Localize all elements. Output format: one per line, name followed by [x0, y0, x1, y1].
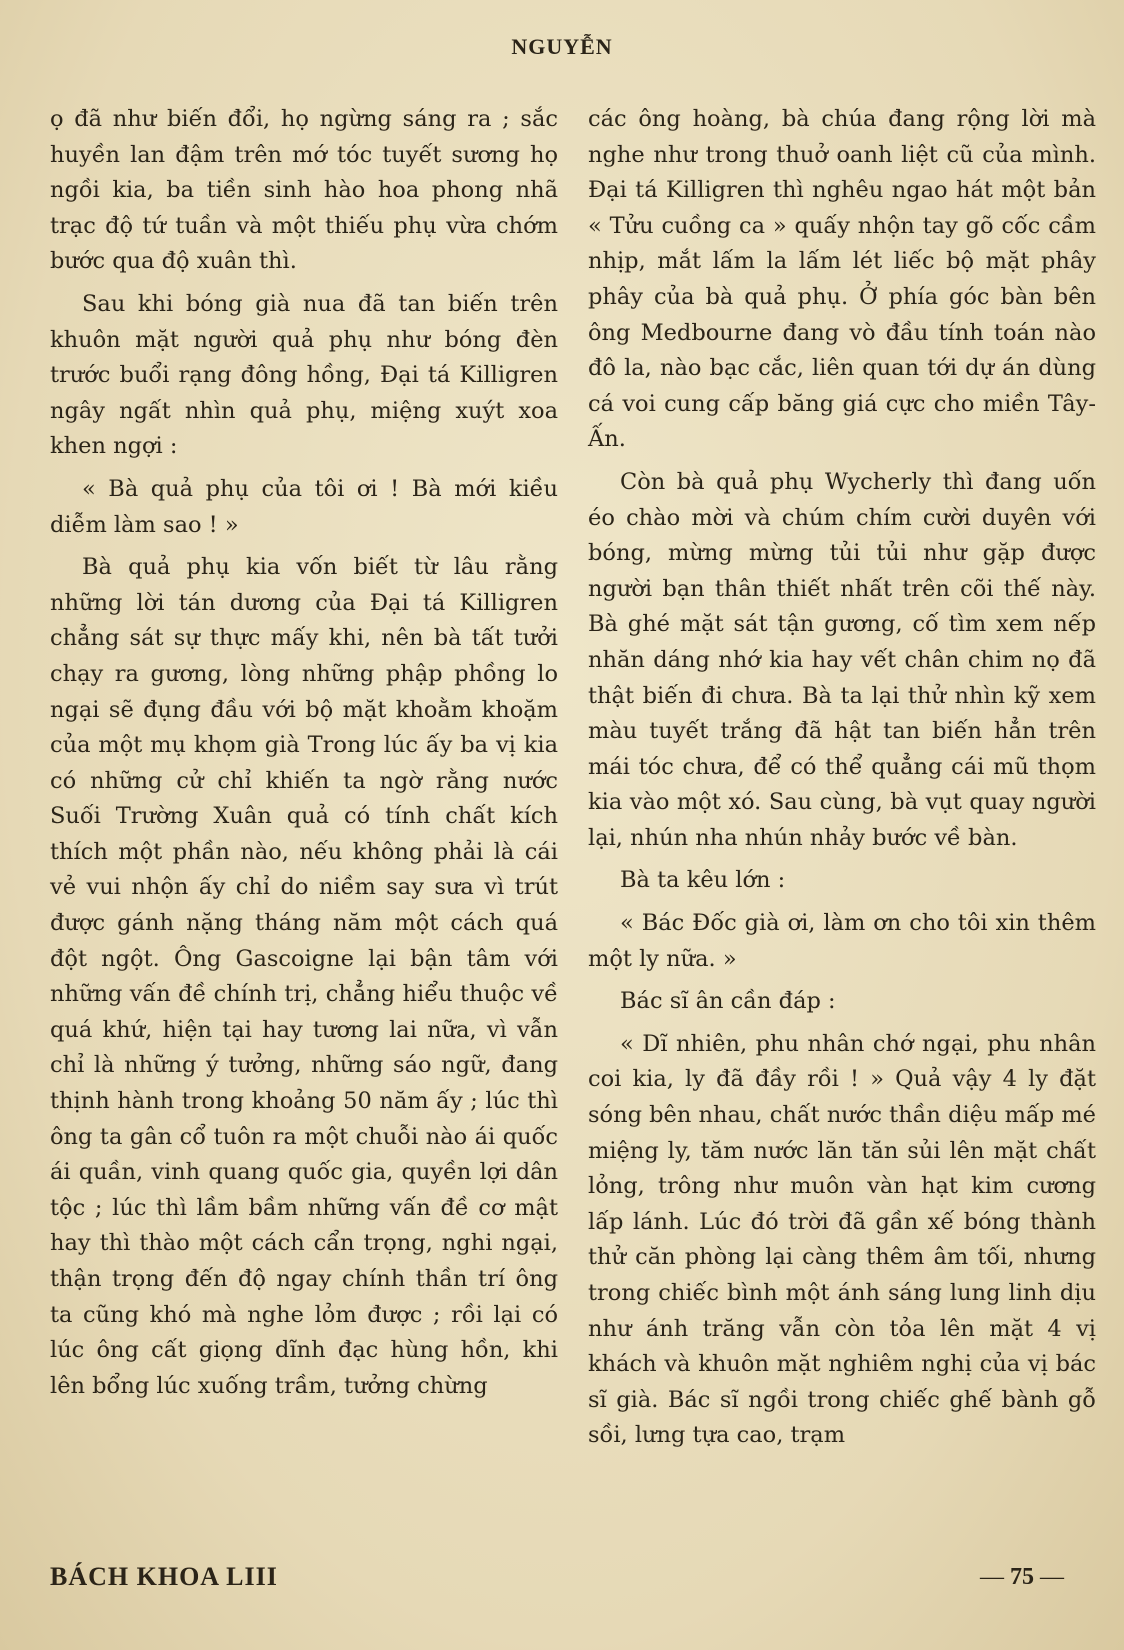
paragraph: Bà quả phụ kia vốn biết từ lâu rằng những lời tán dương của Đại tá Killigren chẳng sát sự thực mấy khi, nên bà tất tưởi chạy ra gương, lòng những phập phồng lo ngại sẽ đụng đầu với bộ mặt khoằm khoặm của một mụ khọm già Trong lúc ấy ba vị kia có những cử chỉ khiến ta ngờ rằng nước Suối Trường Xuân quả có tính chất kích thích một phần nào, nếu không phải là cái vẻ vui nhộn ấy chỉ do niềm say sưa vì trút được gánh nặng tháng năm một cách quá đột ngột. Ông Gascoigne lại bận tâm với những vấn đề chính trị, chẳng hiểu thuộc về quá khứ, hiện tại hay tương lai nữa, vì vẫn chỉ là những ý tưởng, những sáo ngữ, đang thịnh hành trong khoảng 50 năm ấy ; lúc thì ông ta gân cổ tuôn ra một chuỗi nào ái quốc ái quần, vinh quang quốc gia, quyền lợi dân tộc ; lúc thì lầm bầm những vấn đề cơ mật hay thì thào một cách cẩn trọng, nghi ngại, thận trọng đến độ ngay chính thần trí ông ta cũng khó mà nghe lỏm được ; rồi lại có lúc ông cất giọng dĩnh đạc hùng hồn, khi lên bổng lúc xuống trầm, tưởng chừng — [50, 554, 558, 1399]
paragraph: ọ đã như biến đổi, họ ngừng sáng ra ; sắc huyền lan đậm trên mớ tóc tuyết sương họ ngồi kia, ba tiền sinh hào hoa phong nhã trạc độ tứ tuần và một thiếu phụ vừa chớm bước qua độ xuân thì. — [50, 106, 558, 275]
paragraph: Sau khi bóng già nua đã tan biến trên khuôn mặt người quả phụ như bóng đèn trước buổi rạng đông hồng, Đại tá Killigren ngây ngất nhìn quả phụ, miệng xuýt xoa khen ngợi : — [50, 290, 558, 460]
paragraph: « Bác Đốc già ơi, làm ơn cho tôi xin thêm một ly nữa. » — [588, 910, 1096, 972]
paragraph: Bác sĩ ân cần đáp : — [620, 988, 836, 1015]
page-number: — 75 — — [980, 1564, 1064, 1591]
paragraph: các ông hoàng, bà chúa đang rộng lời mà nghe như trong thuở oanh liệt cũ của mình. Đại tá Killigren thì nghêu ngao hát một bản « Tửu cuồng ca » quấy nhộn tay gõ cốc cầm nhịp, mắt lấm la lấm lét liếc bộ mặt phây phây của bà quả phụ. Ở phía góc bàn bên ông Medbourne đang vò đầu tính toán nào đô la, nào bạc cắc, liên quan tới dự án dùng cá voi cung cấp băng giá cực cho miền Tây-Ấn. — [588, 106, 1096, 453]
paragraph: « Dĩ nhiên, phu nhân chớ ngại, phu nhân coi kia, ly đã đầy rồi ! » Quả vậy 4 ly đặt sóng bên nhau, chất nước thần diệu mấp mé miệng ly, tăm nước lăn tăn sủi lên mặt chất lỏng, trông như muôn vàn hạt kim cương lấp lánh. Lúc đó trời đã gần xế bóng thành thử căn phòng lại càng thêm âm tối, nhưng trong chiếc bình một ánh sáng lung linh dịu như ánh trăng vẫn còn tỏa lên mặt 4 vị khách và khuôn mặt nghiêm nghị của vị bác sĩ già. Bác sĩ ngồi trong chiếc ghế bành gỗ sồi, lưng tựa cao, trạm — [588, 1030, 1096, 1449]
right-column — [588, 102, 1096, 1461]
magazine-name: BÁCH KHOA LIII — [50, 1562, 278, 1591]
paragraph: Bà ta kêu lớn : — [620, 867, 786, 894]
paragraph: « Bà quả phụ của tôi ơi ! Bà mới kiều diễm làm sao ! » — [50, 475, 558, 538]
left-column — [50, 102, 558, 1411]
running-head: NGUYỄN — [511, 34, 613, 59]
paragraph: Còn bà quả phụ Wycherly thì đang uốn éo chào mời và chúm chím cười duyên với bóng, mừng mừng tủi tủi như gặp được người bạn thân thiết nhất trên cõi thế này. Bà ghé mặt sát tận gương, cố tìm xem nếp nhăn dáng nhớ kia hay vết chân chim nọ đã thật biến đi chưa. Bà ta lại thử nhìn kỹ xem màu tuyết trắng đã hật tan biến hẳn trên mái tóc chưa, để có thể quẳng cái mũ thọm kia vào một xó. Sau cùng, bà vụt quay người lại, nhún nha nhún nhảy bước về bàn. — [588, 468, 1096, 851]
